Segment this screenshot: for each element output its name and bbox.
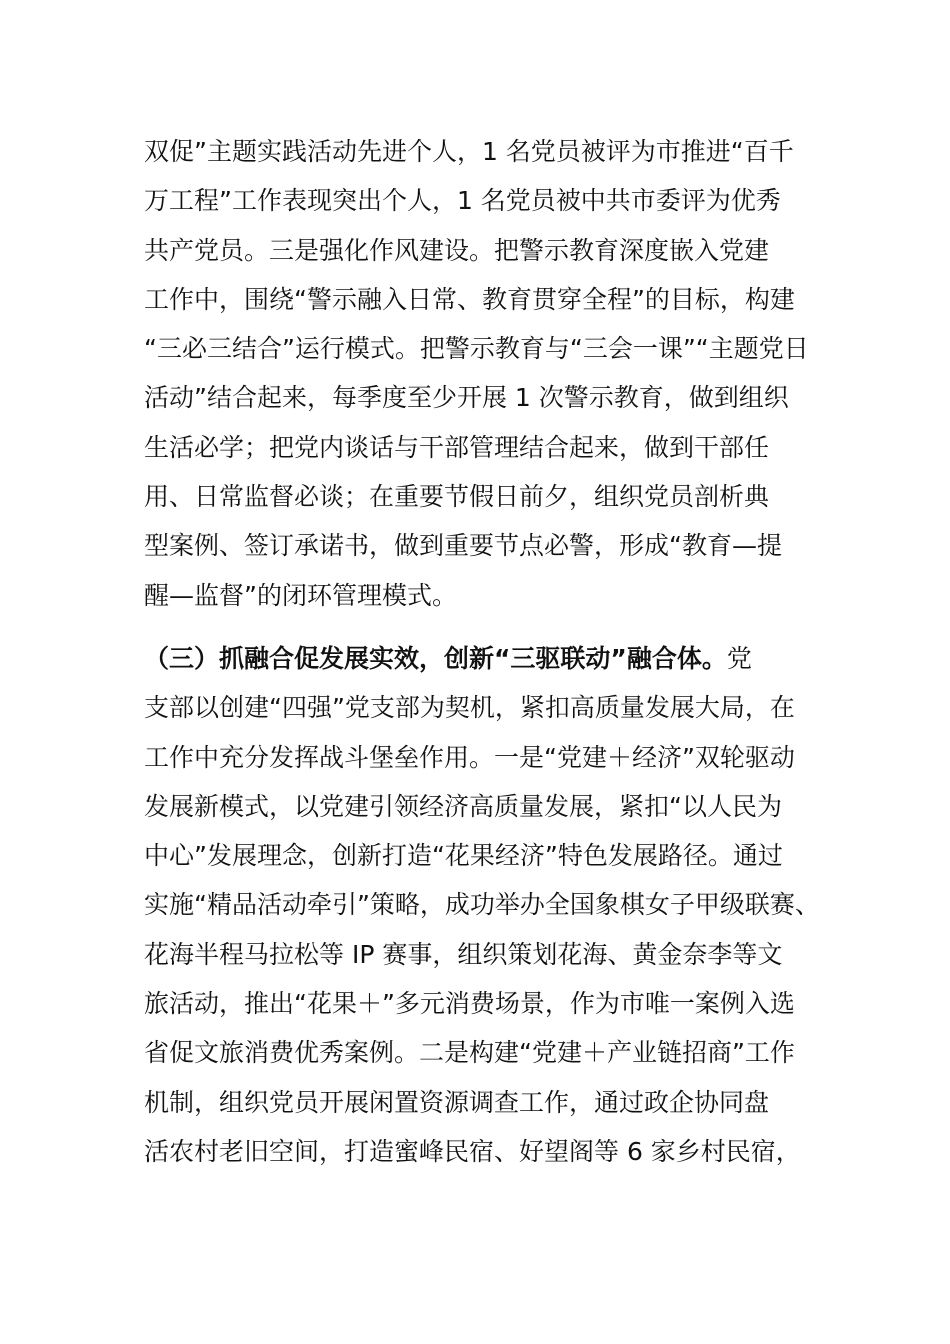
text-line: 共产党员。三是强化作风建设。把警示教育深度嵌入党建: [144, 235, 770, 265]
text-line: “三必三结合”运行模式。把警示教育与“三会一课”“主题党日: [144, 334, 809, 364]
text-line: 花海半程马拉松等 IP 赛事，组织策划花海、黄金奈李等文: [144, 939, 783, 969]
text-line: 双促”主题实践活动先进个人，1 名党员被评为市推进“百千: [144, 137, 794, 166]
text-line: 机制，组织党员开展闲置资源调查工作，通过政企协同盘: [144, 1087, 770, 1117]
text-line: 省促文旅消费优秀案例。二是构建“党建＋产业链招商”工作: [144, 1038, 795, 1068]
paragraph-integration: [144, 634, 820, 1176]
text-line: 工作中充分发挥战斗堡垒作用。一是“党建＋经济”双轮驱动: [144, 742, 795, 772]
text-line: 用、日常监督必谈；在重要节假日前夕，组织党员剖析典: [144, 482, 770, 512]
text-line: 活动”结合起来，每季度至少开展 1 次警示教育，做到组织: [144, 383, 789, 413]
section-heading: （三）抓融合促发展实效，创新“三驱联动”融合体。: [144, 644, 727, 673]
text-line: 实施“精品活动牵引”策略，成功举办全国象棋女子甲级联赛、: [144, 890, 820, 920]
text-line: 醒—监督”的闭环管理模式。: [144, 580, 457, 610]
text-line: 活农村老旧空间，打造蜜峰民宿、好望阁等 6 家乡村民宿，: [144, 1136, 801, 1166]
text-line: 型案例、签订承诺书，做到重要节点必警，形成“教育—提: [144, 531, 782, 561]
text-line: 工作中，围绕“警示融入日常、教育贯穿全程”的目标，构建: [144, 284, 795, 314]
text-line: 中心”发展理念，创新打造“花果经济”特色发展路径。通过: [144, 841, 783, 871]
paragraph-work-style: [144, 127, 812, 620]
heading-tail-text: 党: [726, 644, 752, 673]
text-line: 发展新模式，以党建引领经济高质量发展，紧扣“以人民为: [144, 791, 782, 821]
paragraph-first-line: [144, 634, 812, 683]
text-line: 旅活动，推出“花果＋”多元消费场景，作为市唯一案例入选: [144, 989, 795, 1019]
text-line: 生活必学；把党内谈话与干部管理结合起来，做到干部任: [144, 432, 770, 462]
text-line: 支部以创建“四强”党支部为契机，紧扣高质量发展大局，在: [144, 693, 795, 723]
text-line: 万工程”工作表现突出个人，1 名党员被中共市委评为优秀: [144, 186, 781, 216]
